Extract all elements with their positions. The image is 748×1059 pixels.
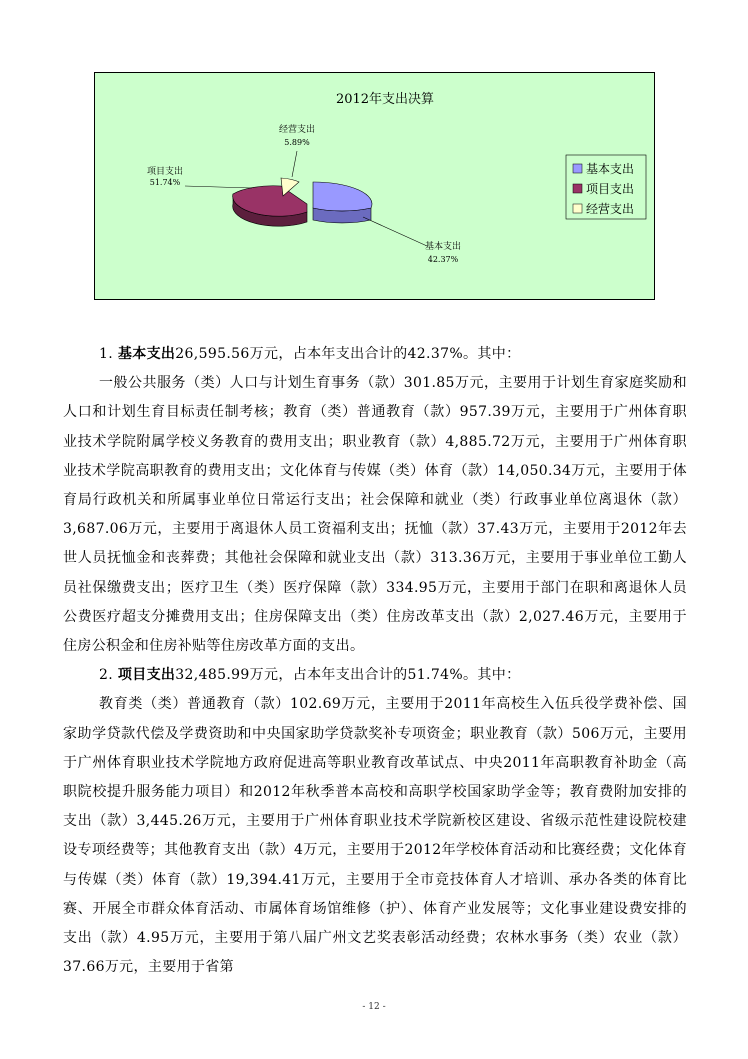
page-number: - 12 - [362, 1002, 386, 1012]
label-basic-percent: 42.37% [427, 255, 459, 264]
legend-label-operating: 经营支出 [586, 202, 635, 216]
section-1-title: 基本支出 [117, 346, 176, 362]
legend-swatch-project [573, 184, 582, 193]
section-2-summary: 32,485.99万元，占本年支出合计的51.74%。其中： [175, 667, 521, 684]
legend-swatch-basic [573, 164, 582, 173]
section-2-number: 2. [99, 667, 114, 684]
document-body [63, 340, 687, 982]
chart-title: 2012年支出决算 [335, 92, 435, 107]
label-operating-percent: 5.89% [284, 138, 310, 147]
label-basic-name: 基本支出 [424, 242, 462, 252]
chart-container [94, 72, 655, 300]
legend-label-basic: 基本支出 [586, 162, 635, 176]
section-1-heading [63, 340, 687, 369]
legend-label-project: 项目支出 [586, 182, 635, 196]
section-1-number: 1. [99, 346, 114, 362]
pie-chart [95, 73, 656, 301]
section-1-summary: 26,595.56万元，占本年支出合计的42.37%。其中： [175, 346, 521, 362]
label-project-percent: 51.74% [149, 178, 181, 187]
legend-swatch-operating [573, 204, 582, 213]
section-2-title: 项目支出 [117, 667, 176, 684]
section-1-body: 一般公共服务（类）人口与计划生育事务（款）301.85万元，主要用于计划生育家庭奖励和人口和计划生育目标责任制考核；教育（类）普通教育（款）957.39万元，主要用于广州体育职业技术学院附属学校义务教育的费用支出；职业教育（款）4,885.72万元，主要用于广州体育职业技术学院高职教育的费用支出；文化体育与传媒（类）体育（款）14,050.34万元，主要用于体育局行政机关和所属事业单位日常运行支出；社会保障和就业（类）行政事业单位离退休（款）3,687.06万元，主要用于离退休人员工资福利支出；抚恤（款）37.43万元，主要用于2012年去世人员抚恤金和丧葬费；其他社会保障和就业支出（款）313.36万元，主要用于事业单位工勤人员社保缴费支出；医疗卫生（类）医疗保障（款）334.95万元，主要用于部门在职和离退休人员公费医疗超支分摊费用支出；住房保障支出（类）住房改革支出（款）2,027.46万元，主要用于住房公积金和住房补贴等住房改革方面的支出。 [63, 375, 687, 655]
pie-slice-basic [313, 182, 372, 211]
section-2-heading [63, 661, 687, 690]
label-operating-name: 经营支出 [278, 125, 316, 135]
label-project-name: 项目支出 [146, 167, 184, 177]
section-2-body: 教育类（类）普通教育（款）102.69万元，主要用于2011年高校生入伍兵役学费补偿、国家助学贷款代偿及学费资助和中央国家助学贷款奖补专项资金；职业教育（款）506万元，主要用于广州体育职业技术学院地方政府促进高等职业教育改革试点、中央2011年高职教育补助金（高职院校提升服务能力项目）和2012年秋季普本高校和高职学校国家助学金等；教育费附加安排的支出（款）3,445.26万元，主要用于广州体育职业技术学院新校区建设、省级示范性建设院校建设专项经费等；其他教育支出（款）4万元，主要用于2012年学校体育活动和比赛经费；文化体育与传媒（类）体育（款）19,394.41万元，主要用于全市竞技体育人才培训、承办各类的体育比赛、开展全市群众体育活动、市属体育场馆维修（护）、体育产业发展等；文化事业建设费安排的支出（款）4.95万元，主要用于第八届广州文艺奖表彰活动经费；农林水事务（类）农业（款）37.66万元，主要用于省第 [63, 696, 687, 976]
